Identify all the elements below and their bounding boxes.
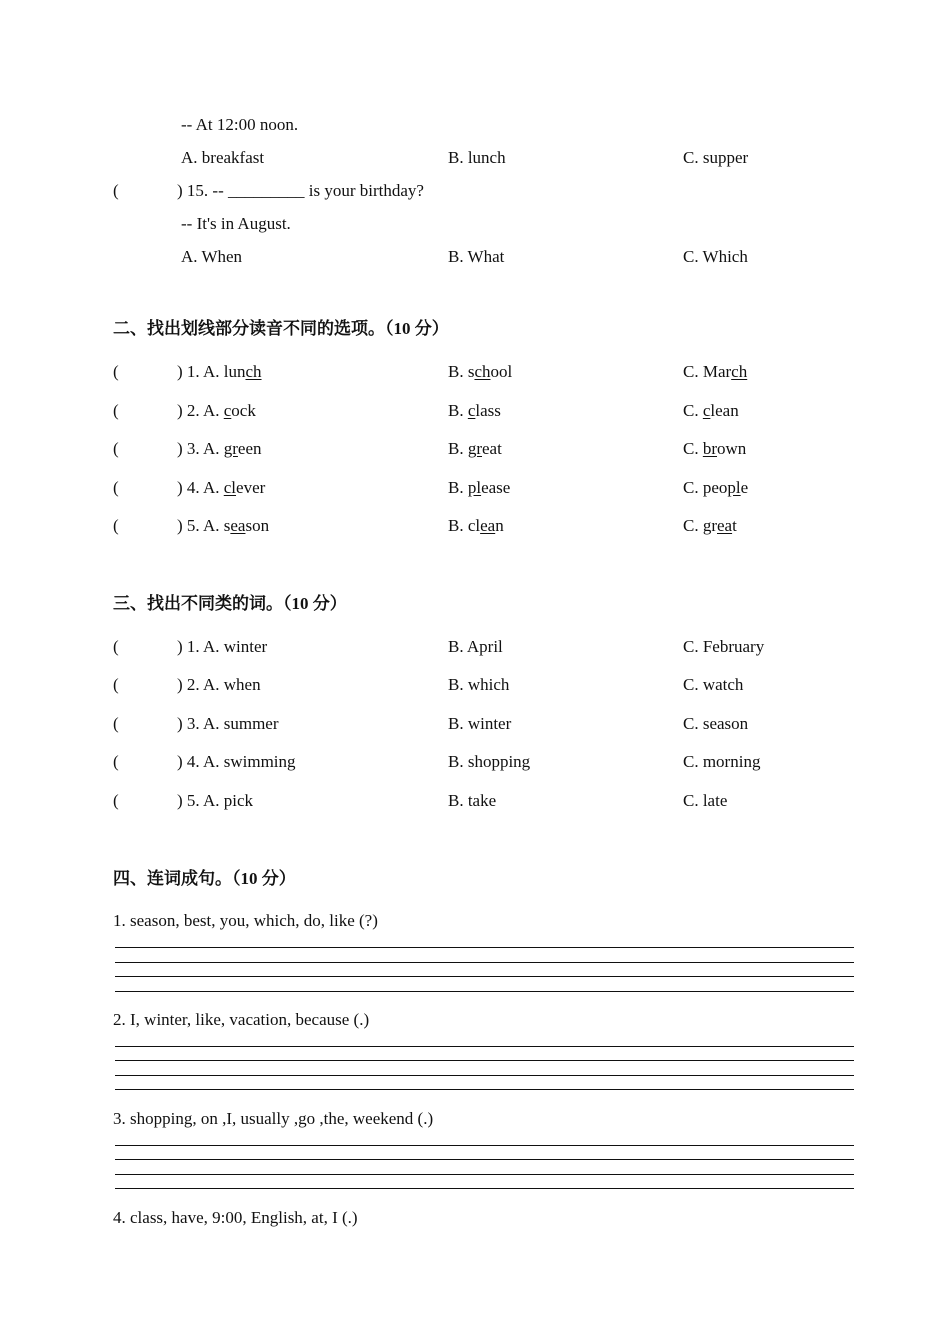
s2-row-2-option-b[interactable]: B. class	[448, 401, 501, 420]
q15-stem: ) 15. -- _________ is your birthday?	[177, 181, 424, 200]
s3-row-3-option-b[interactable]: B. winter	[448, 714, 512, 733]
s3-paren[interactable]: (	[113, 752, 119, 771]
s2-row-1-option-b[interactable]: B. school	[448, 362, 513, 381]
answer-line[interactable]	[115, 991, 854, 992]
answer-line[interactable]	[115, 947, 854, 948]
s4-prompt-4: 4. class, have, 9:00, English, at, I (.)	[113, 1208, 358, 1227]
s2-row-4-option-a[interactable]: ) 4. A. clever	[177, 478, 266, 497]
s3-row-2-option-b[interactable]: B. which	[448, 675, 510, 694]
s3-row-3-option-a[interactable]: ) 3. A. summer	[177, 714, 279, 733]
s2-row-5-option-c[interactable]: C. great	[683, 516, 737, 535]
s3-row-4-option-a[interactable]: ) 4. A. swimming	[177, 752, 296, 771]
s2-paren[interactable]: (	[113, 516, 119, 535]
answer-line[interactable]	[115, 976, 854, 977]
section3-title: 三、找出不同类的词。（10 分）	[113, 594, 347, 613]
s2-row-2-option-a[interactable]: ) 2. A. cock	[177, 401, 256, 420]
answer-line[interactable]	[115, 1060, 854, 1061]
s3-row-2-option-c[interactable]: C. watch	[683, 675, 744, 694]
s2-paren[interactable]: (	[113, 478, 119, 497]
q15-option-c[interactable]: C. Which	[683, 247, 748, 266]
s4-prompt-2: 2. I, winter, like, vacation, because (.)	[113, 1010, 370, 1029]
s3-row-5-option-b[interactable]: B. take	[448, 791, 497, 810]
s2-paren[interactable]: (	[113, 401, 119, 420]
s3-row-3-option-c[interactable]: C. season	[683, 714, 749, 733]
s3-row-5-option-a[interactable]: ) 5. A. pick	[177, 791, 254, 810]
s3-paren[interactable]: (	[113, 791, 119, 810]
q14-option-b[interactable]: B. lunch	[448, 148, 506, 167]
s3-paren[interactable]: (	[113, 675, 119, 694]
s4-prompt-3: 3. shopping, on ,I, usually ,go ,the, weekend (.)	[113, 1109, 434, 1128]
q15-answer: -- It's in August.	[181, 214, 291, 233]
answer-line[interactable]	[115, 962, 854, 963]
q15-option-b[interactable]: B. What	[448, 247, 505, 266]
s2-row-3-option-b[interactable]: B. great	[448, 439, 502, 458]
s2-row-1-option-a[interactable]: ) 1. A. lunch	[177, 362, 262, 381]
s3-row-4-option-c[interactable]: C. morning	[683, 752, 761, 771]
s3-row-1-option-b[interactable]: B. April	[448, 637, 503, 656]
section2-title: 二、找出划线部分读音不同的选项。（10 分）	[113, 319, 449, 338]
s3-row-4-option-b[interactable]: B. shopping	[448, 752, 531, 771]
s3-row-1-option-a[interactable]: ) 1. A. winter	[177, 637, 268, 656]
answer-line[interactable]	[115, 1145, 854, 1146]
s4-prompt-1: 1. season, best, you, which, do, like (?)	[113, 911, 378, 930]
q14-option-a[interactable]: A. breakfast	[181, 148, 265, 167]
s2-row-1-option-c[interactable]: C. March	[683, 362, 748, 381]
s2-row-5-option-b[interactable]: B. clean	[448, 516, 504, 535]
q15-option-a[interactable]: A. When	[181, 247, 243, 266]
q14-answer: -- At 12:00 noon.	[181, 115, 299, 134]
s2-paren[interactable]: (	[113, 439, 119, 458]
answer-line[interactable]	[115, 1046, 854, 1047]
s2-paren[interactable]: (	[113, 362, 119, 381]
s2-row-4-option-c[interactable]: C. people	[683, 478, 749, 497]
s2-row-4-option-b[interactable]: B. please	[448, 478, 511, 497]
answer-line[interactable]	[115, 1075, 854, 1076]
s3-paren[interactable]: (	[113, 714, 119, 733]
s3-paren[interactable]: (	[113, 637, 119, 656]
answer-line[interactable]	[115, 1159, 854, 1160]
s3-row-1-option-c[interactable]: C. February	[683, 637, 765, 656]
s2-row-5-option-a[interactable]: ) 5. A. season	[177, 516, 270, 535]
answer-line[interactable]	[115, 1188, 854, 1189]
q15-paren-open[interactable]: (	[113, 181, 119, 200]
section4-title: 四、连词成句。（10 分）	[113, 869, 296, 888]
s3-row-2-option-a[interactable]: ) 2. A. when	[177, 675, 261, 694]
s3-row-5-option-c[interactable]: C. late	[683, 791, 728, 810]
s2-row-3-option-a[interactable]: ) 3. A. green	[177, 439, 262, 458]
s2-row-2-option-c[interactable]: C. clean	[683, 401, 739, 420]
answer-line[interactable]	[115, 1174, 854, 1175]
s2-row-3-option-c[interactable]: C. brown	[683, 439, 747, 458]
answer-line[interactable]	[115, 1089, 854, 1090]
q14-option-c[interactable]: C. supper	[683, 148, 749, 167]
